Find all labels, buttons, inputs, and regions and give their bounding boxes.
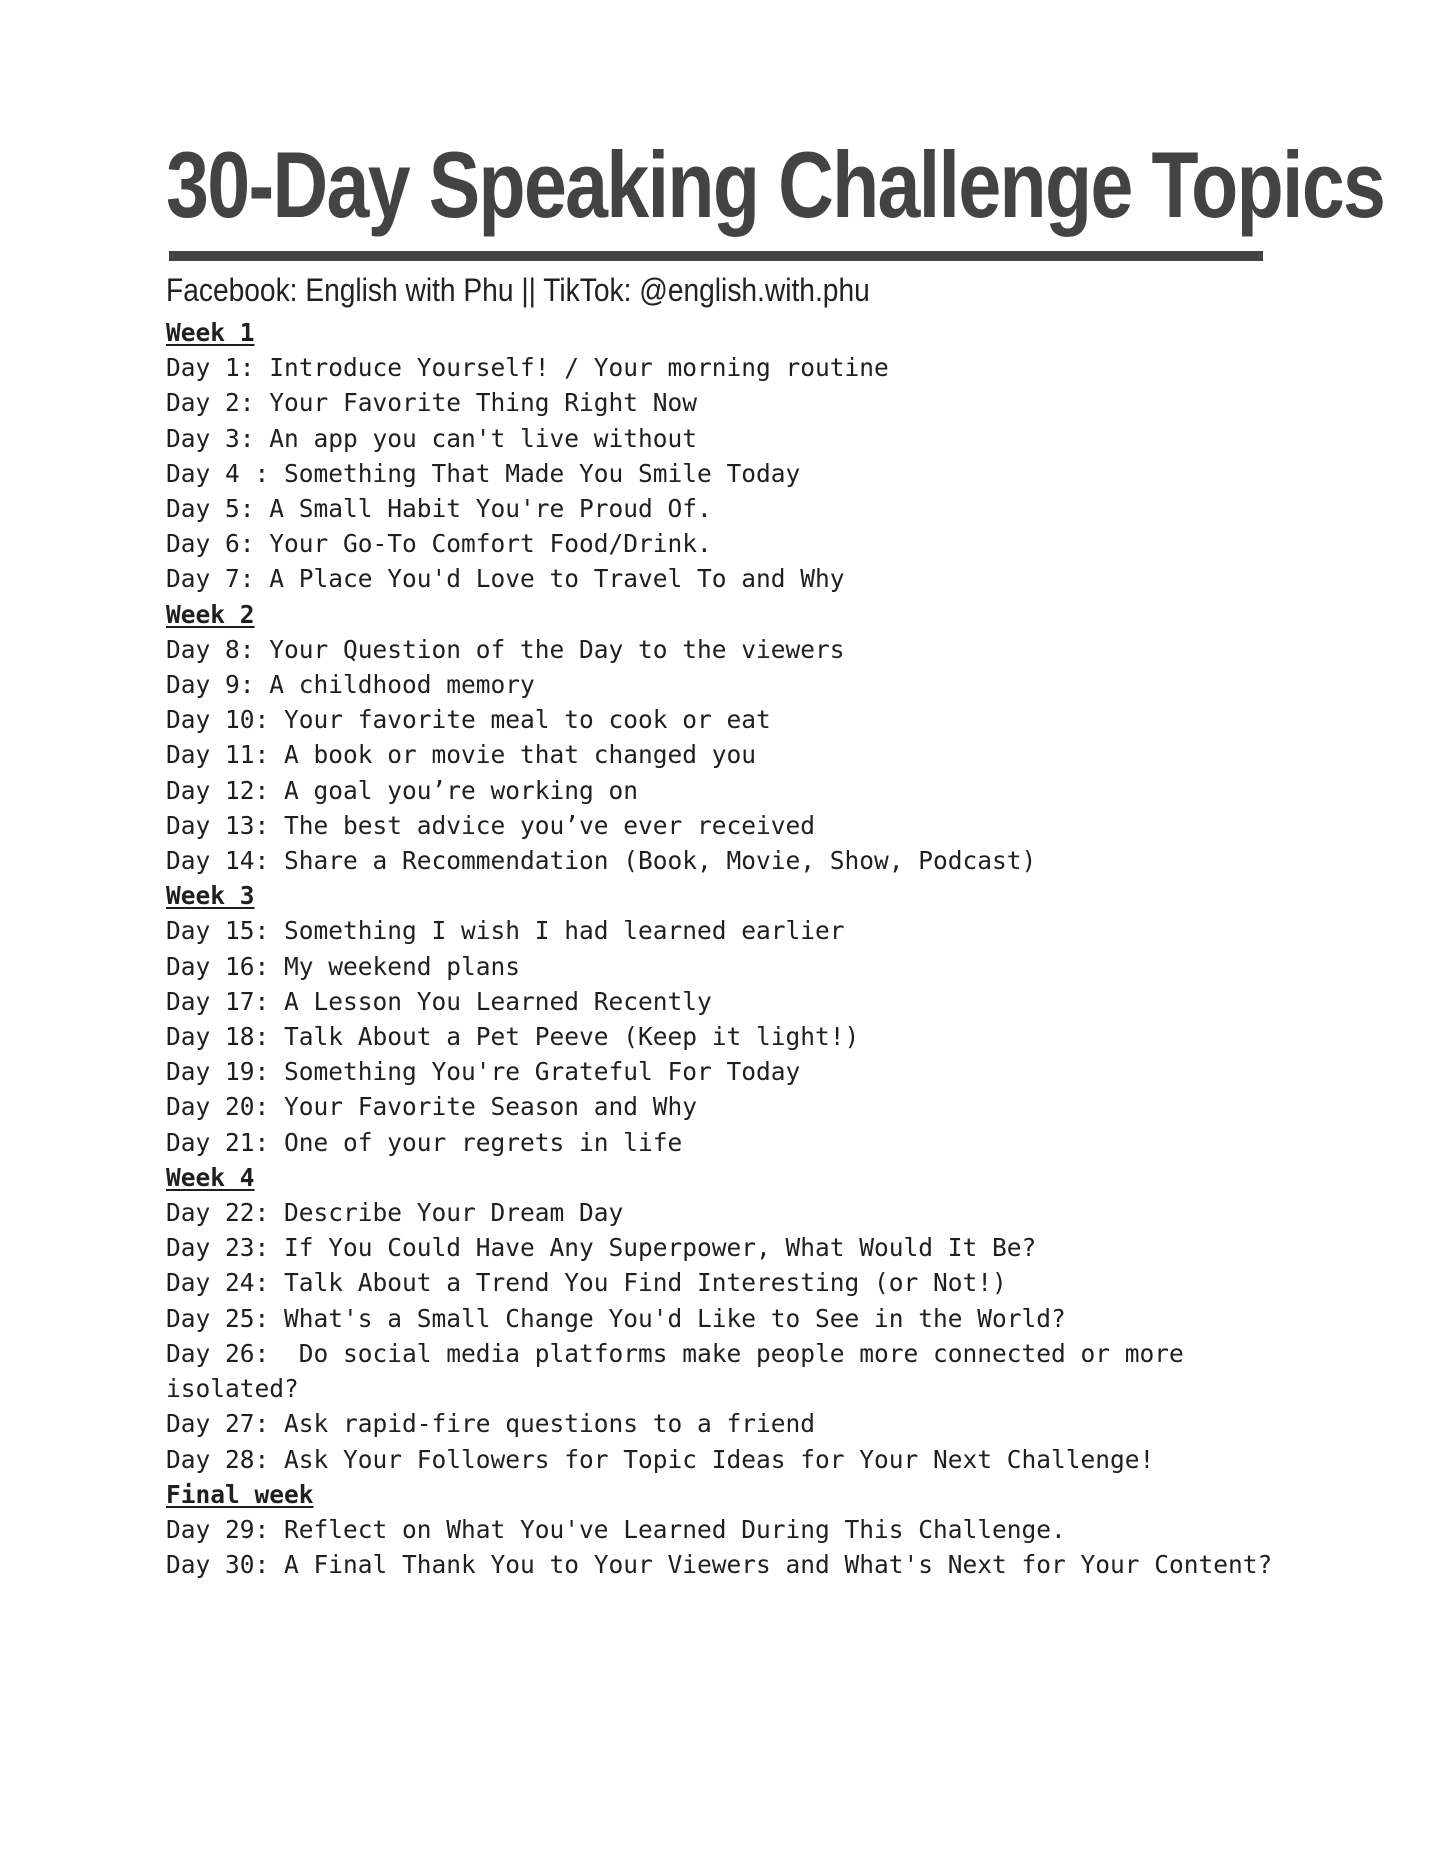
day-item: Day 29: Reflect on What You've Learned During This Challenge. [166,1514,1066,1544]
day-item: Day 22: Describe Your Dream Day [166,1198,624,1228]
day-item: Day 30: A Final Thank You to Your Viewers and What's Next for Your Content? [166,1550,1273,1580]
day-item: Day 9: A childhood memory [166,670,535,700]
week-section [166,597,1276,879]
day-item: Day 16: My weekend plans [166,951,521,981]
social-handles: Facebook: English with Phu || TikTok: @english.with.phu [166,272,870,308]
day-item: Day 23: If You Could Have Any Superpower, What Would It Be? [166,1233,1037,1263]
title-divider [169,251,1263,261]
day-item: Day 17: A Lesson You Learned Recently [166,986,712,1016]
day-item: Day 8: Your Question of the Day to the viewers [166,634,845,664]
day-item: Day 1: Introduce Yourself! / Your morning routine [166,353,889,383]
day-item: Day 26: Do social media platforms make people more connected or more isolated? [166,1338,1199,1404]
day-item: Day 13: The best advice you’ve ever received [166,810,816,840]
day-item: Day 2: Your Favorite Thing Right Now [166,388,698,418]
day-item: Day 5: A Small Habit You're Proud Of. [166,494,712,524]
day-item: Day 28: Ask Your Followers for Topic Ideas for Your Next Challenge! [166,1444,1155,1474]
week-heading: Week 2 [166,599,255,629]
day-item: Day 15: Something I wish I had learned earlier [166,916,845,946]
week-heading: Week 3 [166,881,255,911]
topic-list [166,315,1276,1582]
day-item: Day 7: A Place You'd Love to Travel To and Why [166,564,845,594]
day-item: Day 6: Your Go-To Comfort Food/Drink. [166,529,712,559]
page-title: 30-Day Speaking Challenge Topics [166,132,1385,237]
week-section [166,878,1276,1160]
day-item: Day 25: What's a Small Change You'd Like to See in the World? [166,1303,1066,1333]
week-heading: Week 1 [166,318,255,347]
day-item: Day 10: Your favorite meal to cook or eat [166,705,771,735]
day-item: Day 21: One of your regrets in life [166,1127,683,1157]
day-item: Day 27: Ask rapid-fire questions to a friend [166,1409,816,1439]
week-section [166,1477,1276,1583]
day-item: Day 4 : Something That Made You Smile Today [166,458,801,488]
week-section [166,1160,1276,1477]
day-item: Day 14: Share a Recommendation (Book, Movie, Show, Podcast) [166,846,1037,876]
day-item: Day 12: A goal you’re working on [166,775,639,805]
day-item: Day 18: Talk About a Pet Peeve (Keep it light!) [166,1022,860,1052]
week-section [166,315,1276,597]
day-item: Day 19: Something You're Grateful For Today [166,1057,801,1087]
day-item: Day 24: Talk About a Trend You Find Interesting (or Not!) [166,1268,1007,1298]
week-heading: Final week [166,1479,314,1509]
day-item: Day 20: Your Favorite Season and Why [166,1092,698,1122]
week-heading: Week 4 [166,1162,255,1192]
day-item: Day 11: A book or movie that changed you [166,740,757,770]
day-item: Day 3: An app you can't live without [166,423,698,453]
